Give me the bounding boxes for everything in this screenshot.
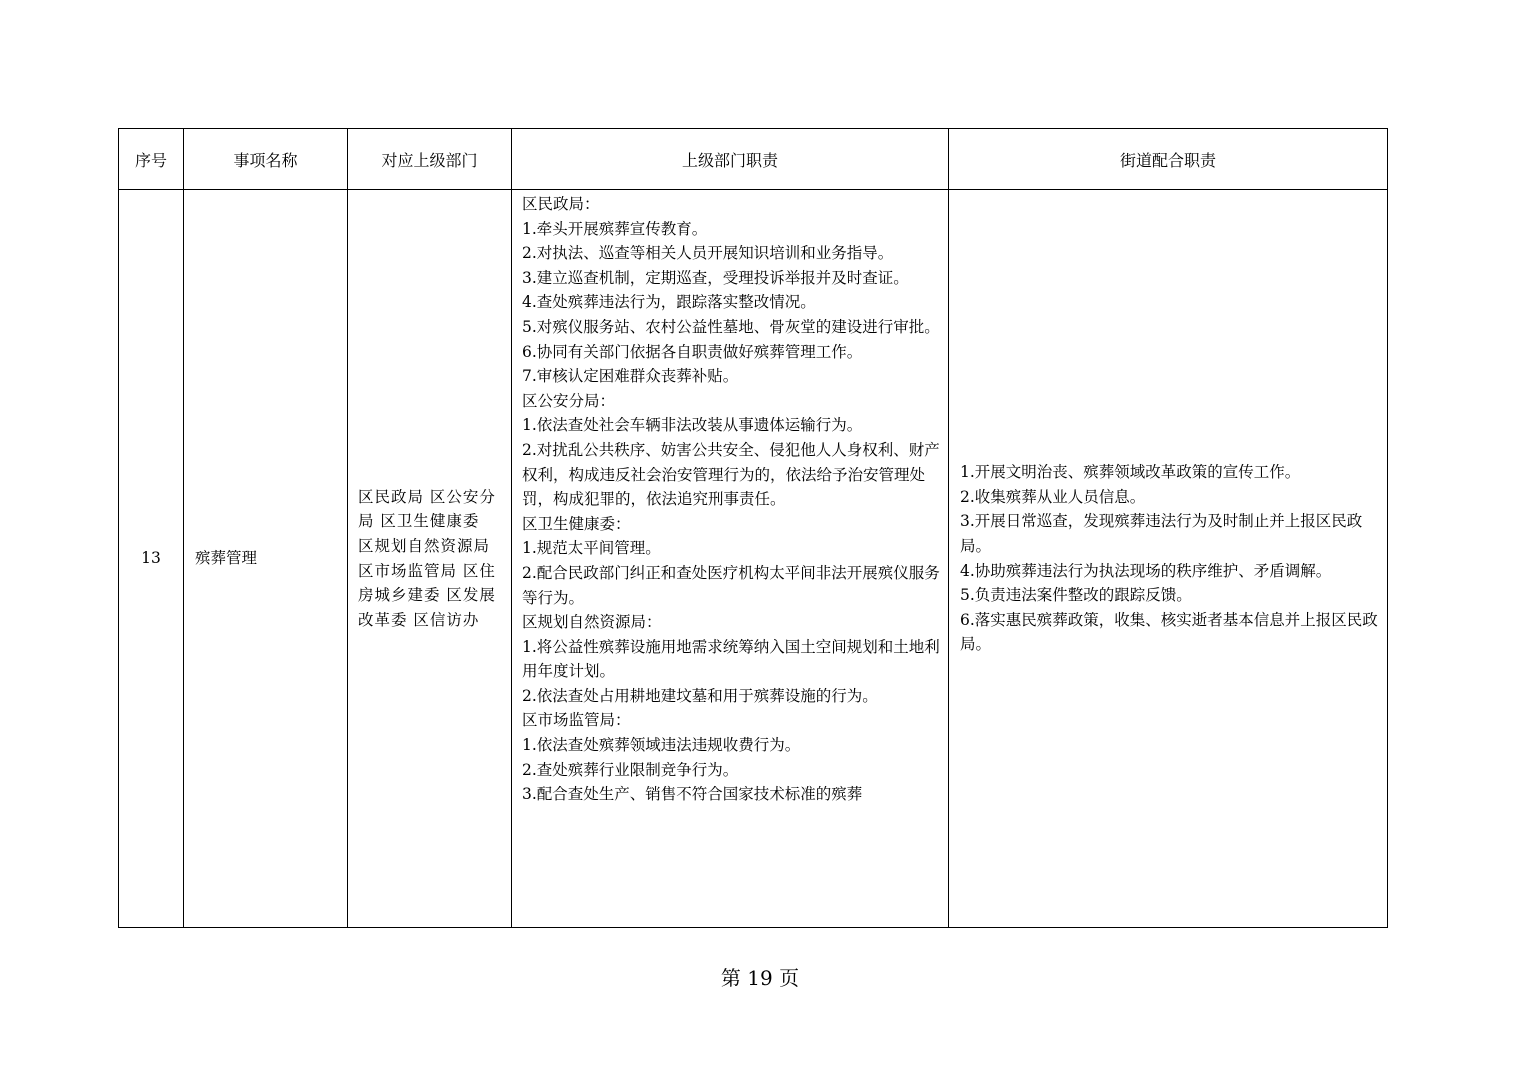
cell-no: 13 bbox=[119, 190, 184, 928]
street-duty-line: 5.负责违法案件整改的跟踪反馈。 bbox=[960, 586, 1192, 605]
header-item-name: 事项名称 bbox=[184, 129, 348, 190]
upper-duty-line: 1.将公益性殡葬设施用地需求统筹纳入国土空间规划和土地利用年度计划。 bbox=[522, 637, 940, 681]
header-no: 序号 bbox=[119, 129, 184, 190]
upper-duties-list bbox=[522, 192, 940, 926]
upper-duty-line: 2.查处殡葬行业限制竞争行为。 bbox=[522, 760, 739, 779]
cell-upper-dept bbox=[348, 190, 512, 928]
duty-table bbox=[118, 128, 1388, 928]
header-street-duties: 街道配合职责 bbox=[949, 129, 1388, 190]
street-duty-line: 4.协助殡葬违法行为执法现场的秩序维护、矛盾调解。 bbox=[960, 561, 1332, 580]
upper-dept-text: 区民政局 区公安分局 区卫生健康委 区规划自然资源局 区市场监管局 区住房城乡建委 区发展改革委 区信访办 bbox=[358, 487, 496, 629]
upper-duty-line: 2.依法查处占用耕地建坟墓和用于殡葬设施的行为。 bbox=[522, 686, 878, 705]
street-duties-list bbox=[960, 460, 1379, 657]
upper-duty-line: 区卫生健康委： bbox=[522, 514, 631, 533]
table-row bbox=[119, 190, 1388, 928]
upper-duty-line: 区规划自然资源局： bbox=[522, 613, 662, 632]
upper-duty-line: 2.对执法、巡查等相关人员开展知识培训和业务指导。 bbox=[522, 244, 894, 263]
upper-duty-line: 1.牵头开展殡葬宣传教育。 bbox=[522, 219, 708, 238]
upper-duty-line: 1.规范太平间管理。 bbox=[522, 539, 661, 558]
cell-item-name: 殡葬管理 bbox=[184, 190, 348, 928]
upper-duty-line: 1.依法查处社会车辆非法改装从事遗体运输行为。 bbox=[522, 416, 863, 435]
upper-duty-line: 2.对扰乱公共秩序、妨害公共安全、侵犯他人人身权利、财产权利，构成违反社会治安管理行为的，依法给予治安管理处罚，构成犯罪的，依法追究刑事责任。 bbox=[522, 440, 940, 509]
header-upper-duties: 上级部门职责 bbox=[512, 129, 949, 190]
header-upper-dept: 对应上级部门 bbox=[348, 129, 512, 190]
street-duty-line: 6.落实惠民殡葬政策，收集、核实逝者基本信息并上报区民政局。 bbox=[960, 610, 1378, 654]
street-duty-line: 3.开展日常巡查，发现殡葬违法行为及时制止并上报区民政局。 bbox=[960, 512, 1363, 555]
table-header-row bbox=[119, 129, 1388, 190]
street-duty-line: 1.开展文明治丧、殡葬领域改革政策的宣传工作。 bbox=[960, 463, 1301, 482]
upper-duty-line: 1.依法查处殡葬领域违法违规收费行为。 bbox=[522, 736, 801, 755]
upper-duty-line: 区民政局： bbox=[522, 195, 600, 213]
upper-duty-line: 区公安分局： bbox=[522, 391, 616, 410]
upper-duty-line: 3.配合查处生产、销售不符合国家技术标准的殡葬 bbox=[522, 785, 863, 804]
upper-duty-line: 6.协同有关部门依据各自职责做好殡葬管理工作。 bbox=[522, 342, 863, 361]
upper-duty-line: 5.对殡仪服务站、农村公益性墓地、骨灰堂的建设进行审批。 bbox=[522, 317, 940, 336]
upper-duty-line: 4.查处殡葬违法行为，跟踪落实整改情况。 bbox=[522, 293, 816, 312]
cell-upper-duties bbox=[512, 190, 949, 928]
page-number: 第 19 页 bbox=[720, 966, 800, 990]
cell-street-duties bbox=[949, 190, 1388, 928]
upper-duty-line: 7.审核认定困难群众丧葬补贴。 bbox=[522, 367, 739, 386]
street-duty-line: 2.收集殡葬从业人员信息。 bbox=[960, 487, 1146, 506]
upper-duty-line: 3.建立巡查机制，定期巡查，受理投诉举报并及时查证。 bbox=[522, 268, 909, 287]
upper-duty-line: 区市场监管局： bbox=[522, 711, 631, 730]
upper-duty-line: 2.配合民政部门纠正和查处医疗机构太平间非法开展殡仪服务等行为。 bbox=[522, 563, 940, 607]
